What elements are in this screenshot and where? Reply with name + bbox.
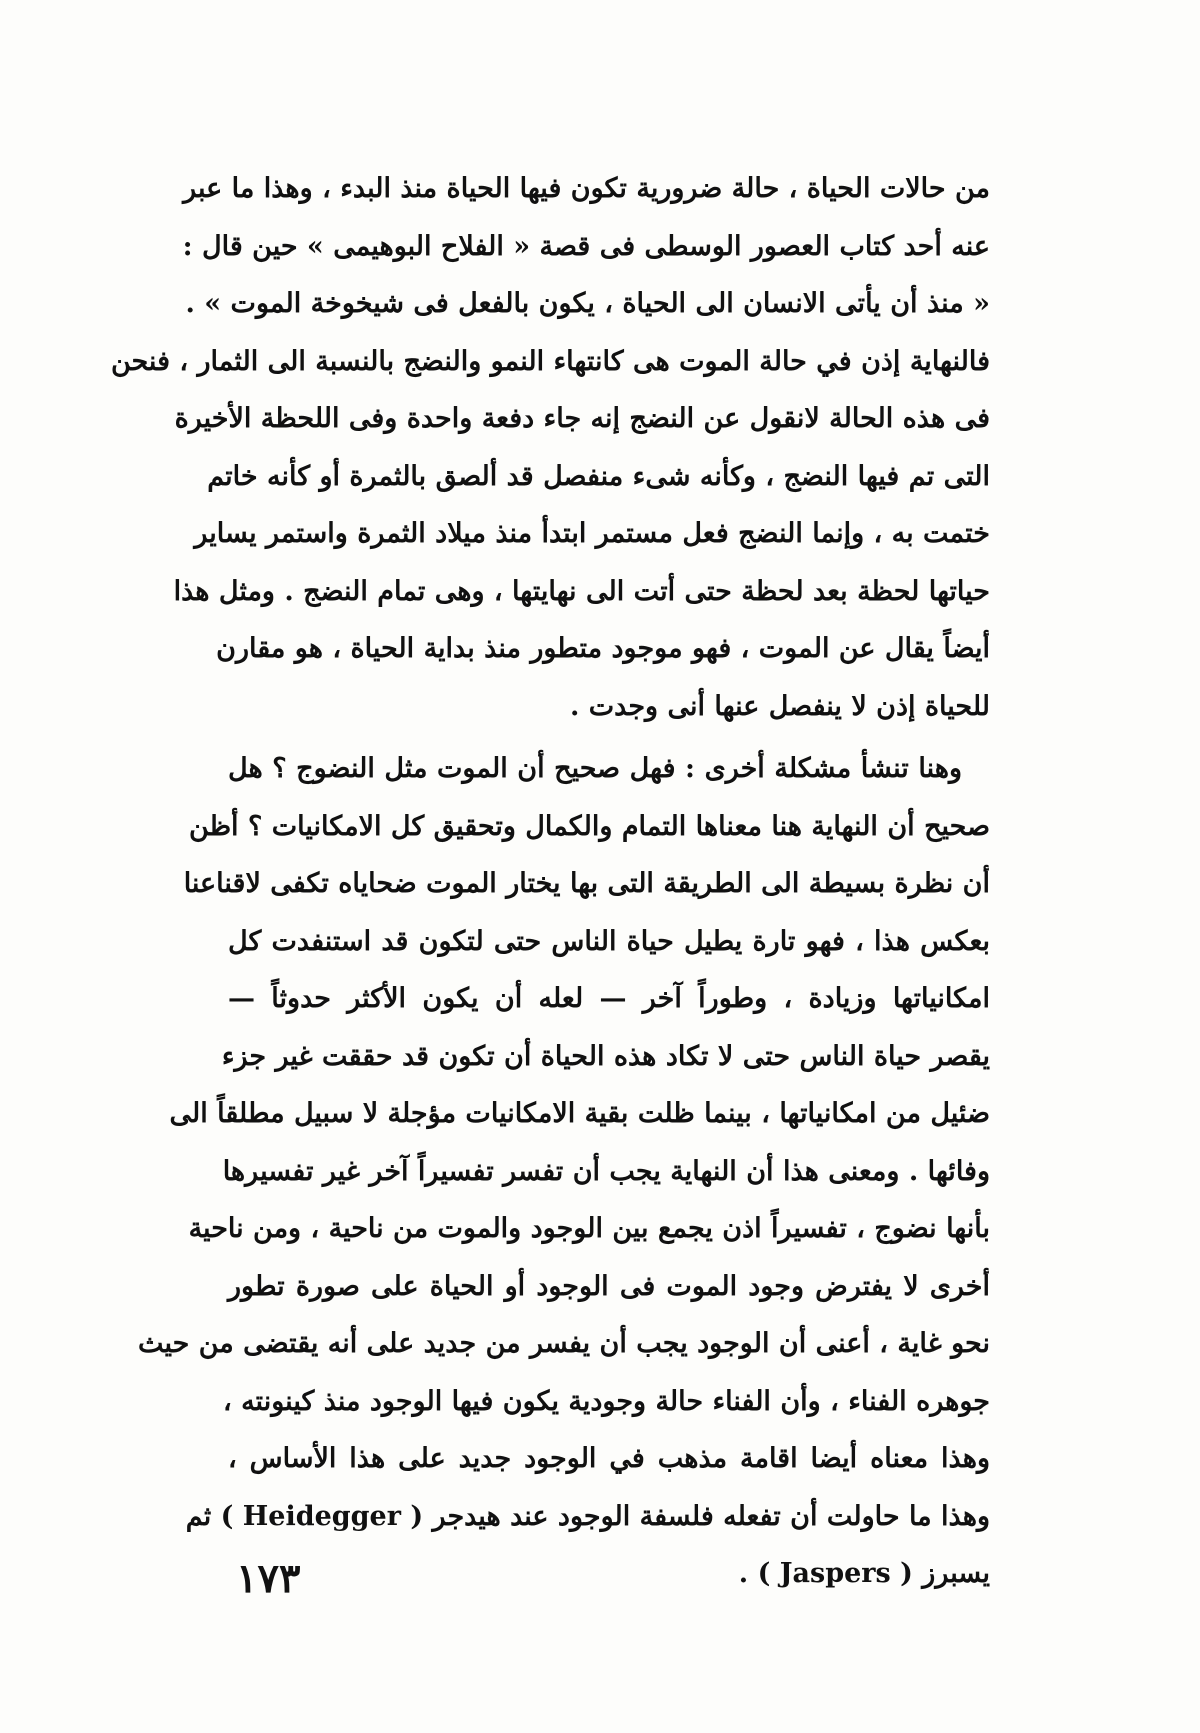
text-line: أخرى لا يفترض وجود الموت فى الوجود أو الحياة على صورة تطور: [228, 1270, 990, 1302]
text-line: « منذ أن يأتى الانسان الى الحياة ، يكون بالفعل فى شيخوخة الموت » .: [185, 288, 990, 319]
page-number: ١٧٣: [236, 1555, 301, 1602]
text-line: يقصر حياة الناس حتى لا تكاد هذه الحياة أن تكون قد حققت غير جزء: [221, 1040, 990, 1072]
text-line: حياتها لحظة بعد لحظة حتى أتت الى نهايتها ، وهى تمام النضج . ومثل هذا: [173, 575, 990, 607]
text-line: وهذا معناه أيضا اقامة مذهب في الوجود جديد على هذا الأساس ،: [228, 1443, 990, 1474]
text-line: وفائها . ومعنى هذا أن النهاية يجب أن تفسر تفسيراً آخر غير تفسيرها: [222, 1155, 990, 1187]
text-line: فى هذه الحالة لانقول عن النضج إنه جاء دفعة واحدة وفى اللحظة الأخيرة: [174, 403, 990, 434]
text-line: للحياة إذن لا ينفصل عنها أنى وجدت .: [569, 690, 990, 722]
paragraph-2: [137, 740, 990, 1603]
text-line: عنه أحد كتاب العصور الوسطى فى قصة « الفلاح البوهيمى » حين قال :: [182, 230, 990, 262]
text-line: أيضاً يقال عن الموت ، فهو موجود متطور منذ بداية الحياة ، هو مقارن: [216, 633, 990, 664]
text-line: من حالات الحياة ، حالة ضرورية تكون فيها الحياة منذ البدء ، وهذا ما عبر: [183, 173, 990, 204]
text-line: التى تم فيها النضج ، وكأنه شىء منفصل قد ألصق بالثمرة أو كأنه خاتم: [207, 460, 990, 492]
text-line: امكانياتها وزيادة ، وطوراً آخر — لعله أن يكون الأكثر حدوثاً —: [228, 983, 990, 1014]
text-line: يسبرز ( Jaspers ) .: [738, 1558, 990, 1589]
text-line: وهذا ما حاولت أن تفعله فلسفة الوجود عند هيدجر ( Heidegger ) ثم: [185, 1500, 990, 1532]
text-line: وهنا تنشأ مشكلة أخرى : فهل صحيح أن الموت مثل النضوج ؟ هل: [228, 753, 962, 784]
paragraph-1: [110, 160, 990, 735]
text-line: بعكس هذا ، فهو تارة يطيل حياة الناس حتى لتكون قد استنفدت كل: [228, 925, 990, 957]
text-line: ضئيل من امكانياتها ، بينما ظلت بقية الامكانيات مؤجلة لا سبيل مطلقاً الى: [169, 1098, 990, 1129]
text-line: صحيح أن النهاية هنا معناها التمام والكمال وتحقيق كل الامكانيات ؟ أظن: [189, 810, 990, 842]
text-line: ختمت به ، وإنما النضج فعل مستمر ابتدأ منذ ميلاد الثمرة واستمر يساير: [194, 518, 990, 549]
text-line: فالنهاية إذن في حالة الموت هى كانتهاء النمو والنضج بالنسبة الى الثمار ، فنحن: [110, 345, 990, 377]
text-line: بأنها نضوج ، تفسيراً اذن يجمع بين الوجود والموت من ناحية ، ومن ناحية: [188, 1213, 990, 1244]
text-line: نحو غاية ، أعنى أن الوجود يجب أن يفسر من جديد على أنه يقتضى من حيث: [137, 1328, 990, 1359]
text-line: جوهره الفناء ، وأن الفناء حالة وجودية يكون فيها الوجود منذ كينونته ،: [222, 1385, 990, 1417]
text-line: أن نظرة بسيطة الى الطريقة التى بها يختار الموت ضحاياه تكفى لاقناعنا: [183, 868, 990, 899]
